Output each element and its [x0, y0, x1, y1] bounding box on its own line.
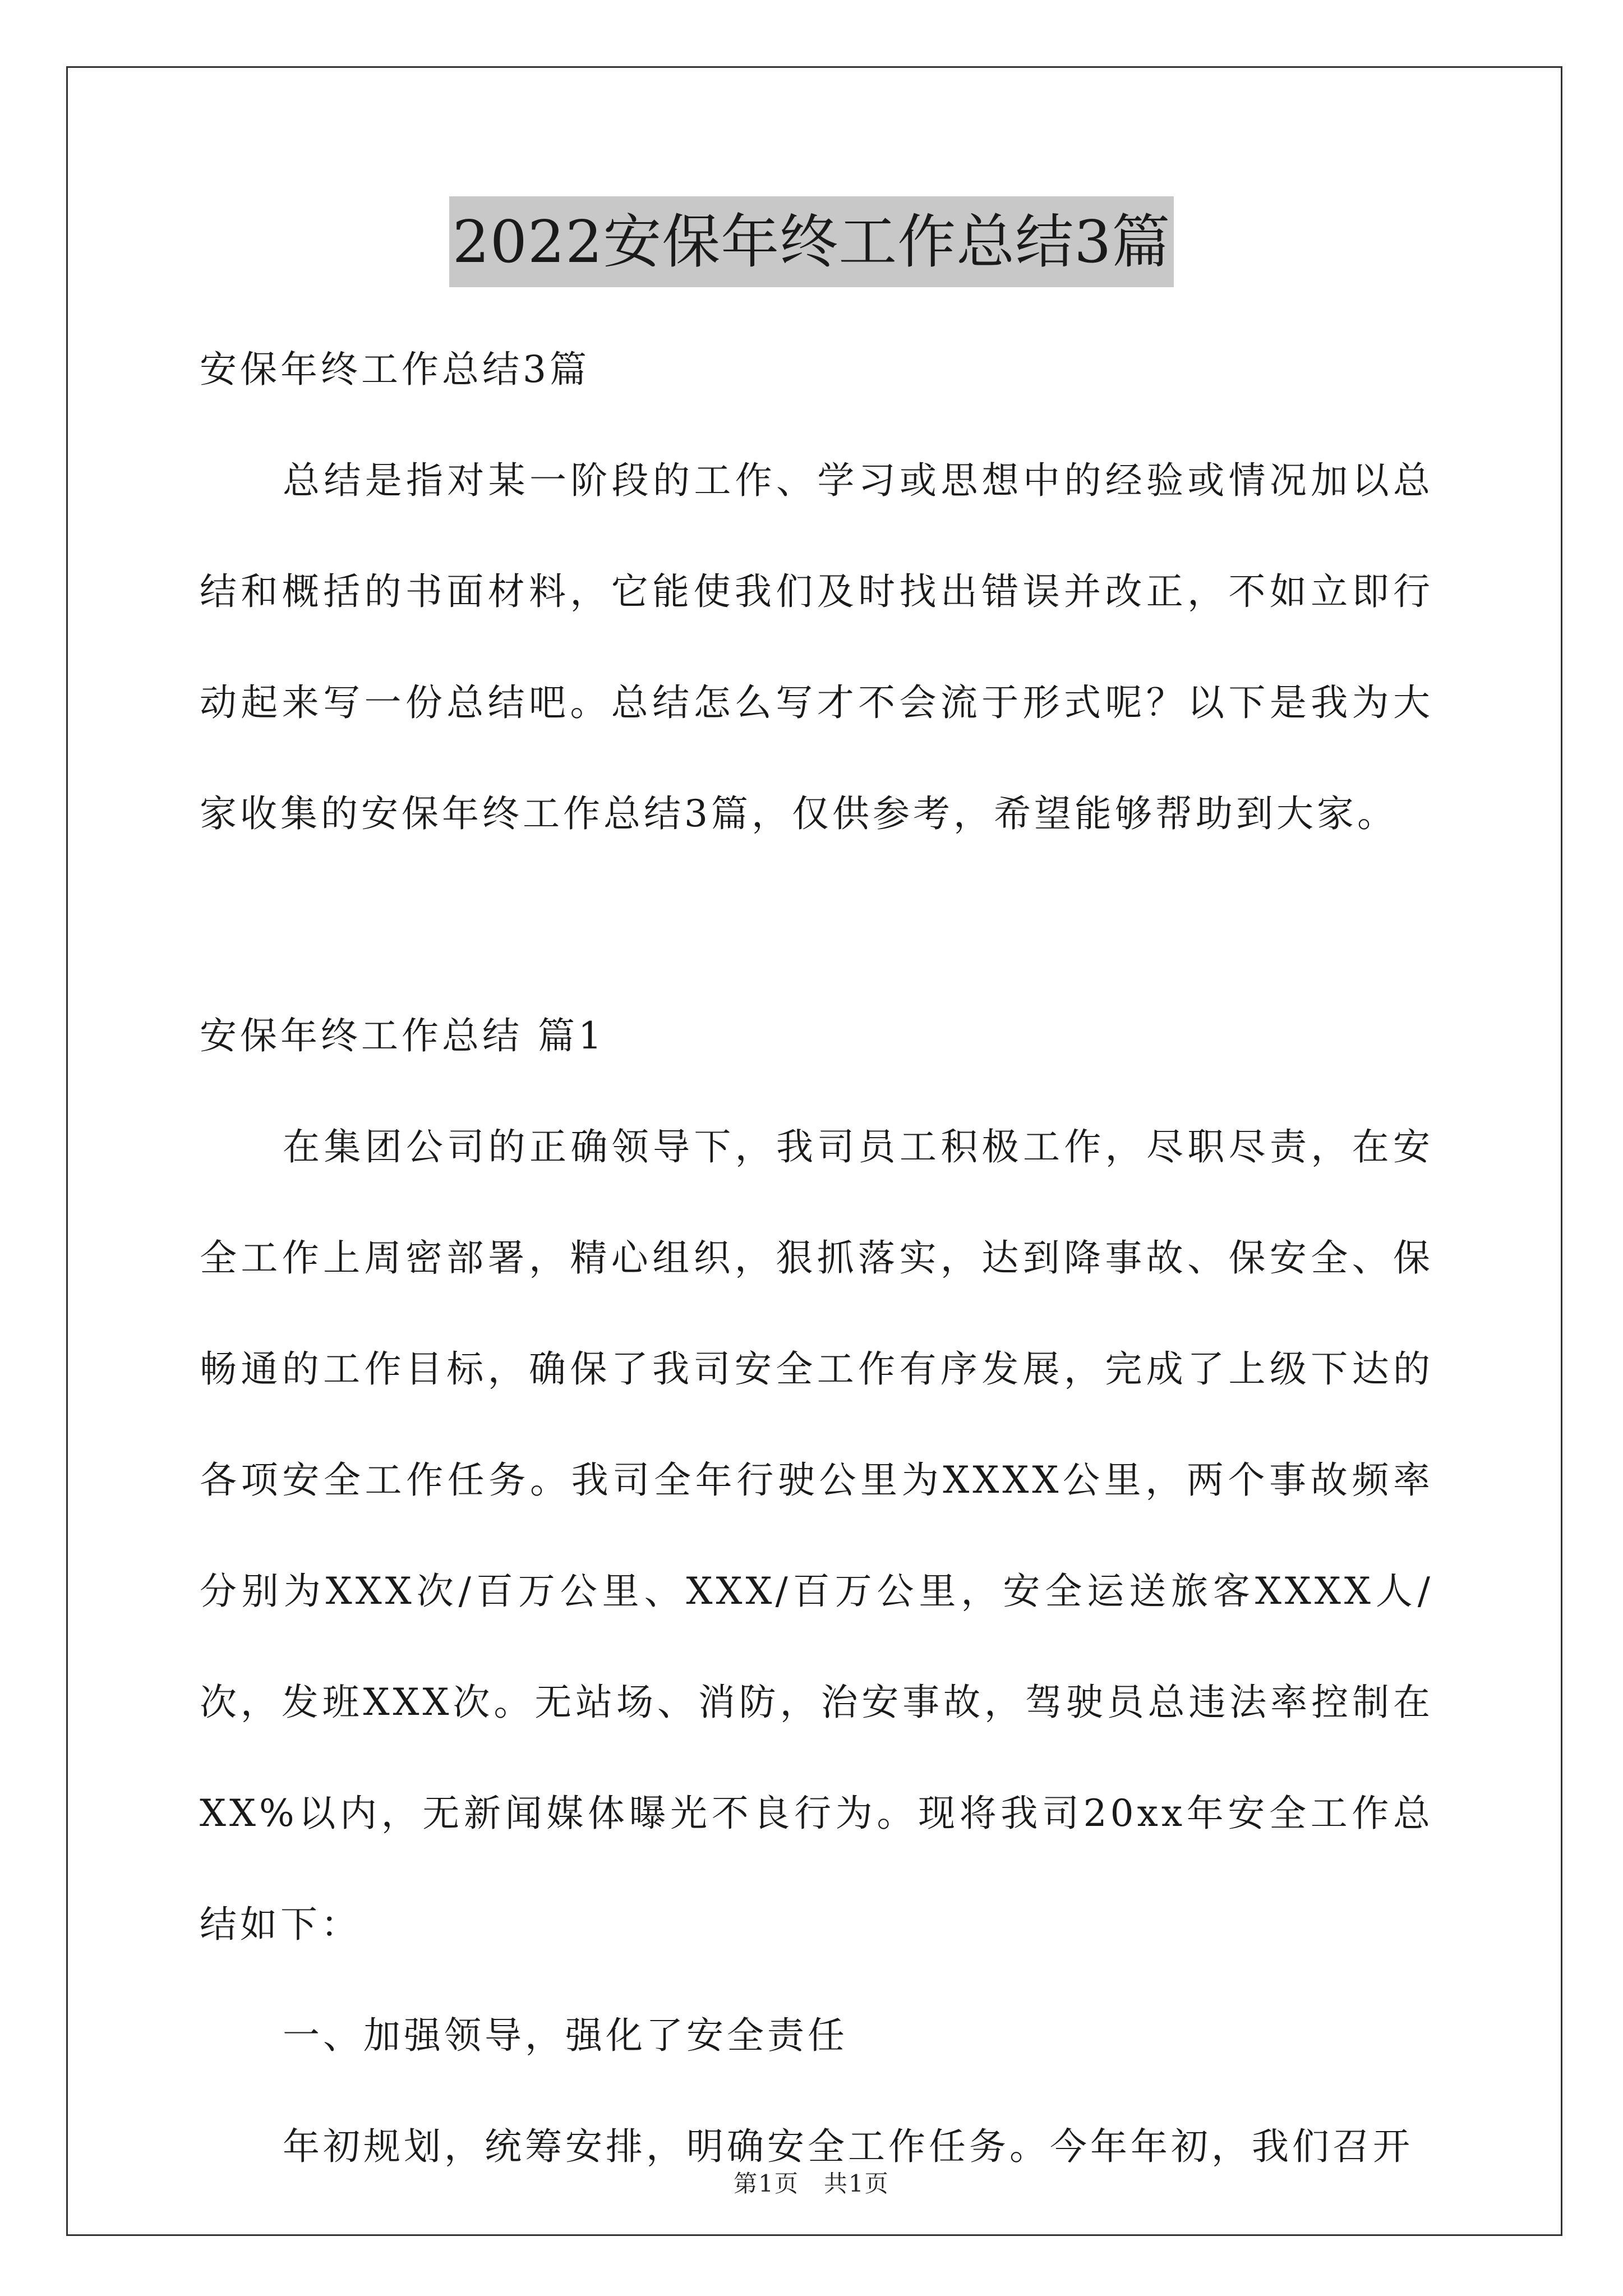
title-area [0, 196, 1623, 287]
body-paragraph: 在集团公司的正确领导下，我司员工积极工作，尽职尽责，在安全工作上周密部署，精心组织，狠抓落实，达到降事故、保安全、保畅通的工作目标，确保了我司安全工作有序发展，完成了上级下达的各项安全工作任务。我司全年行驶公里为XXXX公里，两个事故频率分别为XXX次/百万公里、XXX/百万公里，安全运送旅客XXXX人/次，发班XXX次。无站场、消防，治安事故，驾驶员总违法率控制在XX%以内，无新闻媒体曝光不良行为。现将我司20xx年安全工作总结如下： [200, 1125, 1433, 1946]
section-heading: 安保年终工作总结 篇1 [200, 1014, 605, 1057]
page-footer: 第1页 共1页 [734, 2170, 889, 2197]
document-subtitle: 安保年终工作总结3篇 [200, 348, 590, 391]
subheading: 一、加强领导，强化了安全责任 [283, 2014, 848, 2057]
intro-paragraph: 总结是指对某一阶段的工作、学习或思想中的经验或情况加以总结和概括的书面材料，它能使我们及时找出错误并改正，不如立即行动起来写一份总结吧。总结怎么写才不会流于形式呢？以下是我为大家收集的安保年终工作总结3篇，仅供参考，希望能够帮助到大家。 [200, 459, 1433, 835]
document-title: 2022安保年终工作总结3篇 [449, 196, 1174, 287]
section-gap [200, 869, 1433, 981]
body-paragraph-2: 年初规划，统筹安排，明确安全工作任务。今年年初，我们召开 [283, 2125, 1413, 2168]
document-body [200, 314, 1433, 2202]
